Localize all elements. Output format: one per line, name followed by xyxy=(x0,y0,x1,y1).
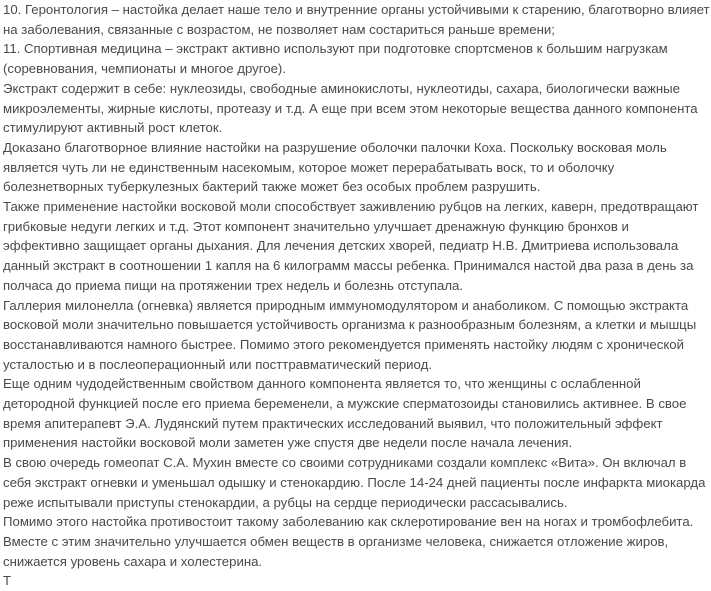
text-line: себя экстракт огневки и уменьшал одышку и стенокардию. После 14-24 дней пациенты после инфаркта миокарда xyxy=(3,474,706,490)
text-line: микроэлементы, жирные кислоты, протеазу и т.д. А еще при всем этом некоторые вещества данного компонента xyxy=(3,100,698,116)
paragraph-sports-medicine xyxy=(3,39,709,78)
paragraph-lungs xyxy=(3,197,709,296)
text-line: на заболевания, связанные с возрастом, не позволяет нам состариться раньше времени; xyxy=(3,21,555,37)
paragraph-immunomodulator xyxy=(3,296,709,375)
text-line: восковой моли значительно повышается устойчивость организма к разнообразным болезням, а клетки и мышцы xyxy=(3,317,697,333)
text-line: усталостью и в послеоперационный или посттравматический период. xyxy=(3,356,432,372)
text-line: эффективно защищает органы дыхания. Для лечения детских хворей, педиатр Н.В. Дмитриева использовала xyxy=(3,238,679,254)
paragraph-fertility xyxy=(3,374,709,453)
text-line: Еще одним чудодейственным свойством данного компонента является то, что женщины с ослабленной xyxy=(3,376,641,392)
paragraph-extract-contents xyxy=(3,79,709,138)
text-line: болезнетворных туберкулезных бактерий также может без особых проблем разрушить. xyxy=(3,179,541,195)
cut-off-text-line: Т xyxy=(3,573,12,589)
text-line: Экстракт содержит в себе: нуклеозиды, свободные аминокислоты, нуклеотиды, сахара, биологически важные xyxy=(3,80,680,96)
text-line: 11. Спортивная медицина – экстракт активно используют при подготовке спортсменов к большим нагрузкам xyxy=(3,41,668,57)
paragraph-vita-complex xyxy=(3,453,709,512)
text-line: данный экстракт в соотношении 1 капля на 6 килограмм массы ребенка. Принимался настой два раза в день за xyxy=(3,258,694,274)
text-line: Также применение настойки восковой моли способствует заживлению рубцов на легких, каверн, предотвращают xyxy=(3,199,699,215)
text-line: Доказано благотворное влияние настойки на разрушение оболочки палочки Коха. Поскольку восковая моль xyxy=(3,139,667,155)
paragraph-gerontology xyxy=(3,0,709,39)
text-line: детородной функцией после его приема беременели, а мужские сперматозоиды становились активнее. В свое xyxy=(3,396,687,412)
text-line: время апитерапевт Э.А. Лудянский путем практических исследований выявил, что положительный эффект xyxy=(3,415,663,431)
text-line: реже испытывали приступы стенокардии, а рубцы на сердце периодически рассасывались. xyxy=(3,494,568,510)
text-line: восстанавливаются намного быстрее. Помимо этого рекомендуется применять настойку людям с хронической xyxy=(3,336,684,352)
text-line: снижается уровень сахара и холестерина. xyxy=(3,553,263,569)
text-line: 10. Геронтология – настойка делает наше тело и внутренние органы устойчивыми к старению, благотворно влияет xyxy=(3,2,710,17)
text-line: В свою очередь гомеопат С.А. Мухин вместе со своими сотрудниками создали комплекс «Вита». Он включал в xyxy=(3,455,687,471)
text-line: грибковые недуги легких и т.д. Этот компонент значительно улучшает дренажную функцию бронхов и xyxy=(3,218,629,234)
paragraph-koch-bacillus xyxy=(3,138,709,197)
text-line: является чуть ли не единственным насекомым, которое может перерабатывать воск, то и оболочку xyxy=(3,159,615,175)
article-text xyxy=(3,0,710,589)
text-line: Галлерия милонелла (огневка) является природным иммуномодулятором и анаболиком. С помощью экстракта xyxy=(3,297,689,313)
text-line: полчаса до приема пищи на протяжении трех недель и болезнь отступала. xyxy=(3,277,464,293)
text-line: Вместе с этим значительно улучшается обмен веществ в организме человека, снижается отложение жиров, xyxy=(3,533,669,549)
paragraph-metabolism xyxy=(3,512,709,571)
text-line: применения настойки восковой моли заметен уже спустя две недели после начала лечения. xyxy=(3,435,573,451)
text-line: (соревнования, чемпионаты и многое другое). xyxy=(3,61,286,77)
text-line: стимулируют активный рост клеток. xyxy=(3,120,223,136)
text-line: Помимо этого настойка противостоит такому заболеванию как склеротирование вен на ногах и тромбофлебита. xyxy=(3,514,694,530)
